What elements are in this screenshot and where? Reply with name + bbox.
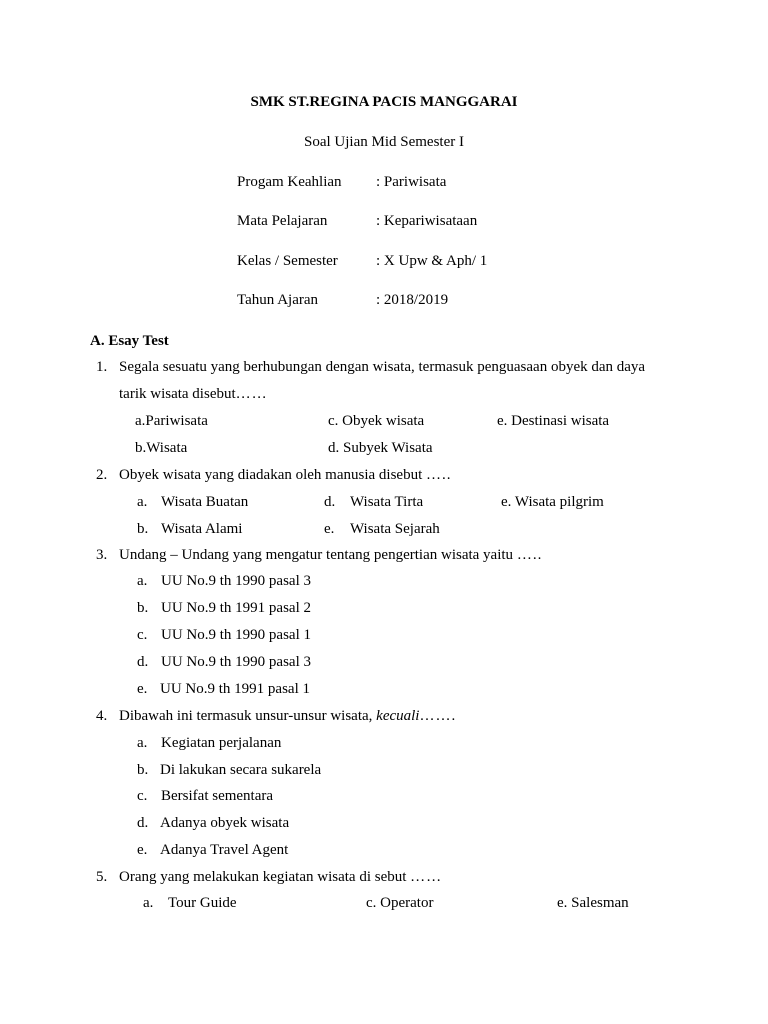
- option-text: Tour Guide: [168, 895, 237, 911]
- option-letter: a.: [137, 573, 148, 589]
- option-text: UU No.9 th 1990 pasal 3: [161, 654, 311, 670]
- option-letter: e.: [137, 681, 148, 697]
- info-label-program: Progam Keahlian: [237, 174, 342, 190]
- question-text-part: Dibawah ini termasuk unsur-unsur wisata,: [119, 708, 373, 724]
- option-letter: e.: [137, 842, 148, 858]
- exam-subtitle: Soal Ujian Mid Semester I: [304, 134, 464, 150]
- option-letter: c.: [137, 627, 148, 643]
- info-value-subject: : Kepariwisataan: [376, 213, 478, 229]
- question-text: [119, 546, 542, 564]
- option-text: c. Operator: [366, 895, 434, 911]
- answer-dots: …….: [419, 708, 457, 724]
- question-number: 3.: [96, 547, 108, 563]
- info-label-class: Kelas / Semester: [237, 253, 338, 269]
- option-letter: d.: [137, 654, 149, 670]
- option-letter: b.: [137, 521, 149, 537]
- option-text: UU No.9 th 1991 pasal 1: [160, 681, 310, 697]
- answer-dots: …..: [426, 467, 452, 483]
- option-letter: a.: [137, 494, 148, 510]
- answer-dots: …..: [516, 547, 543, 563]
- option-letter: b.: [137, 762, 149, 778]
- question-text: [119, 868, 442, 886]
- option-letter: d.: [137, 815, 149, 831]
- question-text-part: Obyek wisata yang diadakan oleh manusia disebut: [119, 467, 423, 483]
- question-number: 2.: [96, 467, 108, 483]
- option-text: Wisata Buatan: [161, 494, 249, 510]
- question-text-continued: [119, 385, 268, 403]
- info-value-class: : X Upw & Aph/ 1: [376, 253, 488, 269]
- option-b: b.Wisata: [135, 440, 188, 456]
- option-c: c. Obyek wisata: [328, 413, 425, 429]
- option-a: a.Pariwisata: [135, 413, 208, 429]
- info-value-program: : Pariwisata: [376, 174, 447, 190]
- option-letter: a.: [143, 895, 154, 911]
- question-text-part: Undang – Undang yang mengatur tentang pengertian wisata yaitu: [119, 547, 514, 563]
- answer-dots: ……: [410, 869, 443, 885]
- option-text: Adanya obyek wisata: [160, 815, 290, 831]
- question-text: Segala sesuatu yang berhubungan dengan wisata, termasuk penguasaan obyek dan daya: [119, 359, 646, 375]
- option-letter: b.: [137, 600, 149, 616]
- option-letter: e.: [324, 521, 335, 537]
- question-number: 4.: [96, 708, 108, 724]
- question-text-part: tarik wisata disebut: [119, 386, 236, 402]
- option-text: Bersifat sementara: [161, 788, 274, 804]
- option-e: e. Destinasi wisata: [497, 413, 610, 429]
- question-text-part: Orang yang melakukan kegiatan wisata di sebut: [119, 869, 407, 885]
- option-text: UU No.9 th 1990 pasal 1: [161, 627, 311, 643]
- option-text: Wisata Tirta: [350, 494, 424, 510]
- question-text: [119, 466, 452, 484]
- option-letter: d.: [324, 494, 336, 510]
- answer-dots: ……: [235, 386, 268, 402]
- option-text: Wisata Sejarah: [350, 521, 440, 537]
- option-text: UU No.9 th 1990 pasal 3: [161, 573, 311, 589]
- question-number: 5.: [96, 869, 108, 885]
- option-d: d. Subyek Wisata: [328, 440, 433, 456]
- section-heading: A. Esay Test: [90, 333, 169, 349]
- option-text: e. Wisata pilgrim: [501, 494, 604, 510]
- option-text: UU No.9 th 1991 pasal 2: [161, 600, 311, 616]
- option-text: Wisata Alami: [161, 521, 243, 537]
- info-label-subject: Mata Pelajaran: [237, 213, 328, 229]
- school-title: SMK ST.REGINA PACIS MANGGARAI: [250, 94, 518, 110]
- option-letter: c.: [137, 788, 148, 804]
- option-text: e. Salesman: [557, 895, 629, 911]
- option-letter: a.: [137, 735, 148, 751]
- question-emphasis: kecuali: [376, 708, 420, 724]
- question-text: [119, 707, 456, 725]
- option-text: Di lakukan secara sukarela: [160, 762, 322, 778]
- question-number: 1.: [96, 359, 108, 375]
- option-text: Kegiatan perjalanan: [161, 735, 282, 751]
- info-label-year: Tahun Ajaran: [237, 292, 319, 308]
- option-text: Adanya Travel Agent: [160, 842, 289, 858]
- info-value-year: : 2018/2019: [376, 292, 449, 308]
